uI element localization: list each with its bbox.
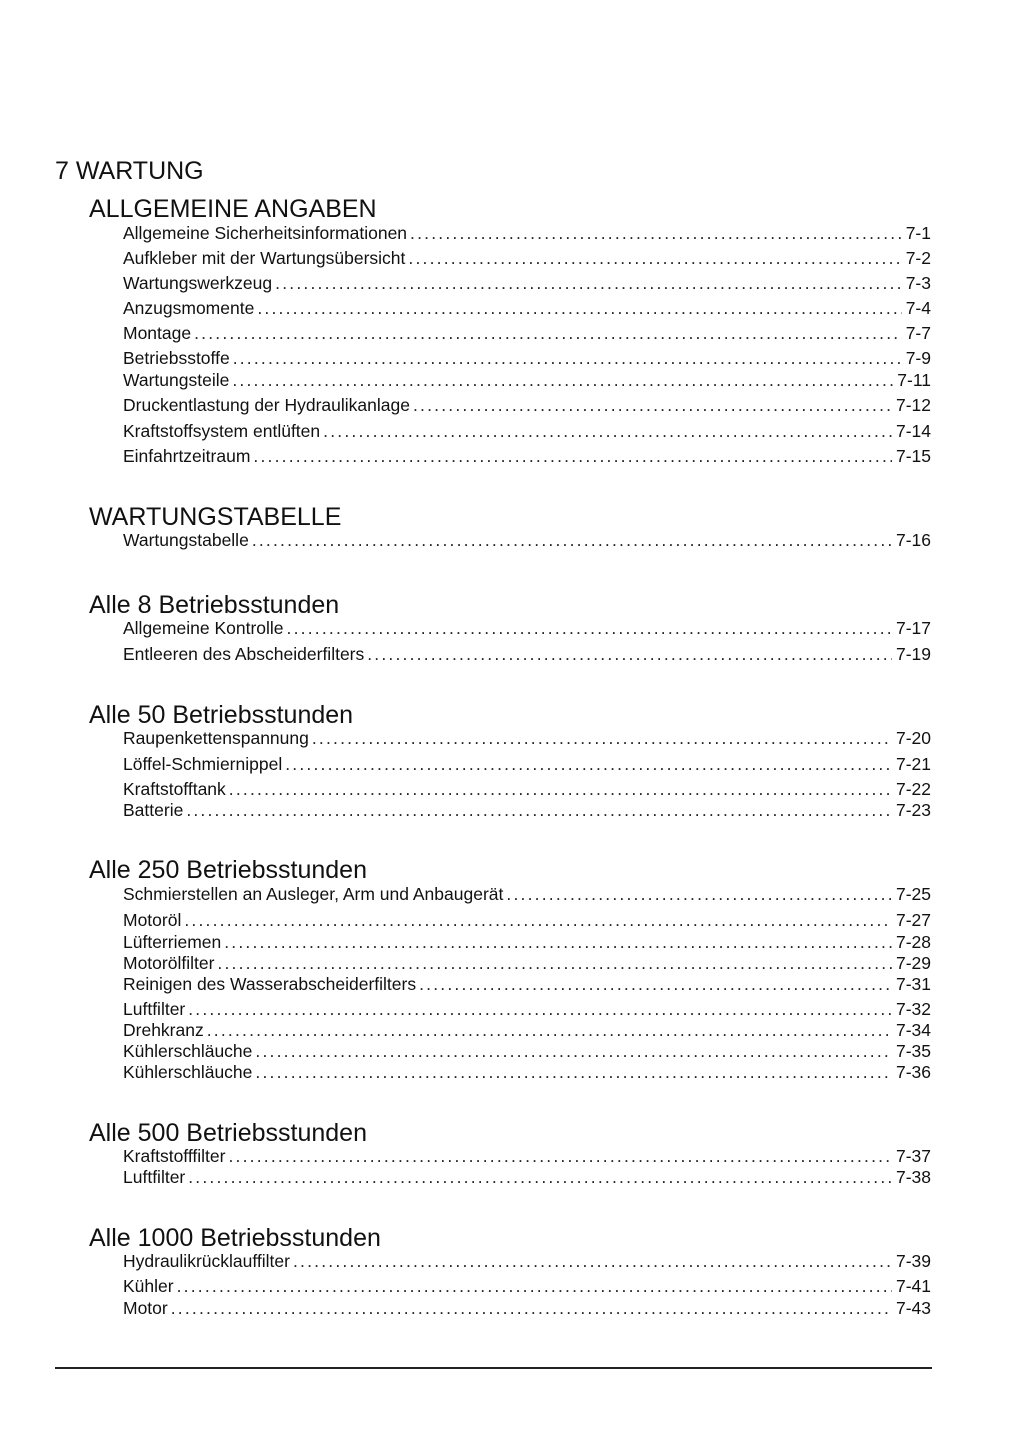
toc-entry[interactable] [123,1165,931,1189]
toc-entry[interactable] [123,642,931,666]
toc-entry[interactable] [123,221,931,245]
toc-entry-title: Kühler [123,1276,174,1296]
toc-entry-title: Drehkranz [123,1020,204,1040]
section-heading: Alle 8 Betriebsstunden [89,591,340,619]
toc-entry-title: Hydraulikrücklauffilter [123,1251,290,1271]
toc-entry[interactable] [123,908,931,932]
leader-dots [323,419,892,443]
toc-entry-title: Kühlerschläuche [123,1041,253,1061]
leader-dots [233,346,902,370]
toc-entry-title: Allgemeine Kontrolle [123,618,284,638]
toc-entry-title: Lüfterriemen [123,932,222,952]
section-heading: Alle 50 Betriebsstunden [89,701,354,729]
toc-entry-page: 7-17 [895,618,931,638]
toc-entry-title: Kühlerschläuche [123,1062,253,1082]
toc-entry-title: Kraftstoffsystem entlüften [123,421,321,441]
leader-dots [312,726,892,750]
leader-dots [287,616,892,640]
toc-entry-page: 7-11 [897,370,931,390]
leader-dots [253,444,892,468]
leader-dots [255,1060,892,1084]
toc-entry-title: Anzugsmomente [123,298,255,318]
toc-entry-title: Montage [123,323,192,343]
toc-entry-page: 7-38 [895,1167,931,1187]
toc-entry-page: 7-35 [895,1041,931,1061]
toc-entry[interactable] [123,616,931,640]
toc-entry-page: 7-27 [895,910,931,930]
toc-entry-page: 7-43 [895,1298,931,1318]
toc-entry[interactable] [123,368,931,392]
toc-entry-title: Allgemeine Sicherheitsinformationen [123,223,408,243]
toc-entry-page: 7-9 [905,348,931,368]
toc-entry-title: Schmierstellen an Ausleger, Arm und Anbaugerät [123,884,504,904]
toc-entry-title: Wartungswerkzeug [123,273,273,293]
leader-dots [171,1296,892,1320]
toc-entry-page: 7-32 [895,999,931,1019]
toc-entry-title: Kraftstofftank [123,779,226,799]
toc-entry-title: Luftfilter [123,1167,186,1187]
toc-entry-title: Betriebsstoffe [123,348,230,368]
toc-entry-page: 7-20 [895,728,931,748]
leader-dots [285,752,892,776]
section-heading: Alle 250 Betriebsstunden [89,856,367,884]
toc-entry[interactable] [123,726,931,750]
toc-entry-page: 7-7 [905,323,931,343]
leader-dots [410,221,902,245]
leader-dots [419,972,892,996]
toc-entry-page: 7-23 [895,800,931,820]
toc-entry-page: 7-15 [895,446,931,466]
leader-dots [184,908,892,932]
toc-entry[interactable] [123,271,931,295]
toc-entry-title: Einfahrtzeitraum [123,446,251,466]
toc-entry-page: 7-3 [905,273,931,293]
leader-dots [367,642,892,666]
leader-dots [252,528,892,552]
toc-entry-title: Entleeren des Abscheiderfilters [123,644,365,664]
toc-entry-page: 7-16 [895,530,931,550]
toc-entry-title: Motor [123,1298,168,1318]
toc-entry[interactable] [123,419,931,443]
toc-entry-title: Wartungsteile [123,370,230,390]
toc-entry[interactable] [123,752,931,776]
leader-dots [275,271,902,295]
toc-entry[interactable] [123,972,931,996]
toc-entry[interactable] [123,321,931,345]
toc-entry[interactable] [123,528,931,552]
toc-entry[interactable] [123,1249,931,1273]
leader-dots [257,296,901,320]
section-heading: WARTUNGSTABELLE [89,503,342,531]
toc-entry-page: 7-28 [895,932,931,952]
toc-entry-page: 7-34 [895,1020,931,1040]
section-heading: ALLGEMEINE ANGABEN [89,195,377,223]
leader-dots [186,798,892,822]
toc-entry-title: Aufkleber mit der Wartungsübersicht [123,248,406,268]
leader-dots [293,1249,892,1273]
toc-entry-page: 7-22 [895,779,931,799]
leader-dots [188,1165,892,1189]
toc-entry-page: 7-12 [895,395,931,415]
toc-entry-title: Löffel-Schmiernippel [123,754,283,774]
toc-entry-title: Raupenkettenspannung [123,728,309,748]
toc-entry-page: 7-36 [895,1062,931,1082]
toc-entry[interactable] [123,346,931,370]
toc-entry-page: 7-1 [905,223,931,243]
section-heading: Alle 1000 Betriebsstunden [89,1224,381,1252]
toc-entry-page: 7-39 [895,1251,931,1271]
toc-entry[interactable] [123,444,931,468]
leader-dots [232,368,893,392]
leader-dots [177,1274,892,1298]
leader-dots [408,246,901,270]
toc-entry-title: Kraftstofffilter [123,1146,226,1166]
toc-entry[interactable] [123,1296,931,1320]
toc-entry-title: Motorölfilter [123,953,215,973]
chapter-title: 7 WARTUNG [55,157,204,185]
toc-entry-page: 7-19 [895,644,931,664]
toc-entry-title: Wartungstabelle [123,530,249,550]
toc-entry-title: Motoröl [123,910,182,930]
toc-entry-page: 7-29 [895,953,931,973]
toc-entry[interactable] [123,798,931,822]
toc-entry-page: 7-31 [895,974,931,994]
toc-entry[interactable] [123,882,931,906]
section-heading: Alle 500 Betriebsstunden [89,1119,367,1147]
toc-entry[interactable] [123,296,931,320]
toc-entry[interactable] [123,1274,931,1298]
toc-entry-title: Druckentlastung der Hydraulikanlage [123,395,410,415]
toc-entry-page: 7-2 [905,248,931,268]
toc-entry[interactable] [123,393,931,417]
toc-entry[interactable] [123,246,931,270]
toc-entry-page: 7-25 [895,884,931,904]
footer-rule [55,1367,932,1369]
toc-entry-title: Reinigen des Wasserabscheiderfilters [123,974,417,994]
toc-entry-title: Batterie [123,800,184,820]
leader-dots [506,882,892,906]
leader-dots [194,321,902,345]
toc-entry-page: 7-37 [895,1146,931,1166]
toc-entry-page: 7-14 [895,421,931,441]
toc-entry-page: 7-21 [895,754,931,774]
toc-entry[interactable] [123,1060,931,1084]
toc-entry-page: 7-4 [905,298,931,318]
toc-entry-page: 7-41 [895,1276,931,1296]
leader-dots [413,393,892,417]
toc-entry-title: Luftfilter [123,999,186,1019]
